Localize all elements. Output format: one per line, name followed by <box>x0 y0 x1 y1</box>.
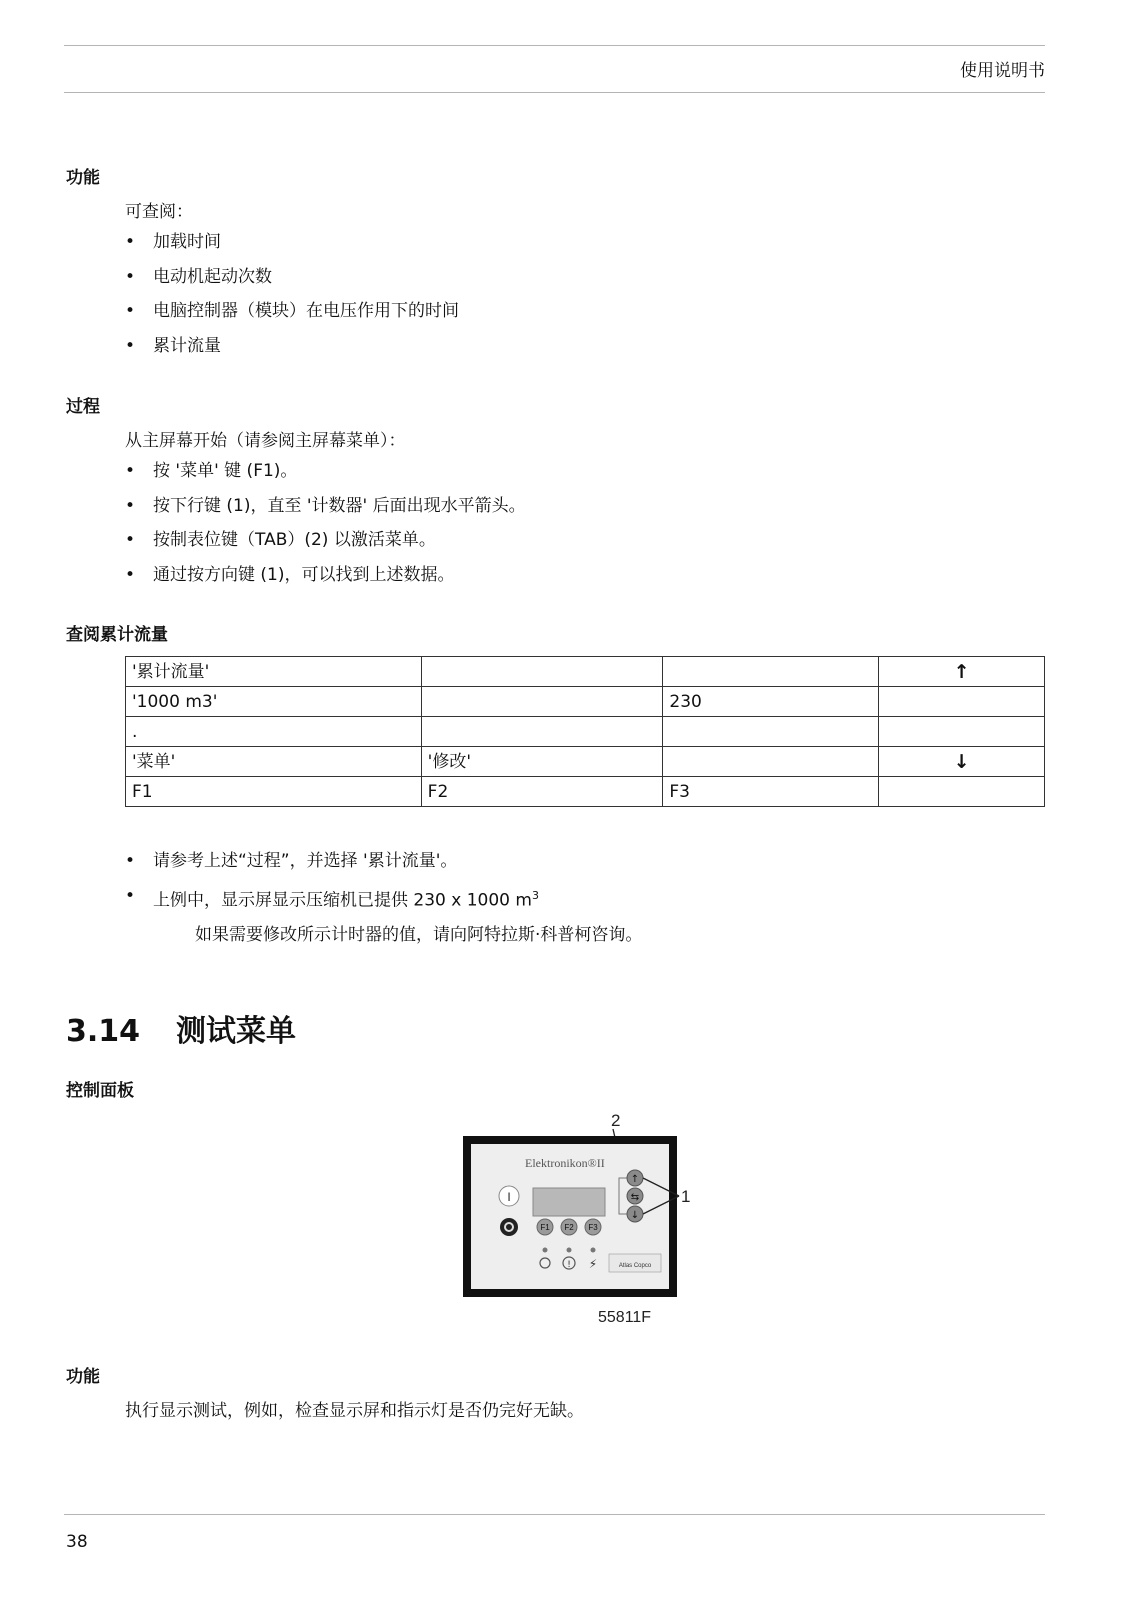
table-row <box>126 657 1045 687</box>
list-item: • 电动机起动次数 <box>125 266 459 301</box>
figure-code: 55811F <box>598 1309 652 1326</box>
header-rule-top <box>64 45 1045 46</box>
section-number: 3.14 <box>66 1014 141 1049</box>
start-label: I <box>507 1190 511 1204</box>
section-title <box>66 1006 296 1050</box>
function-heading: 功能 <box>66 168 100 188</box>
table-cell <box>879 687 1045 717</box>
table-cell <box>663 717 879 747</box>
led-1 <box>543 1248 548 1253</box>
list-item: • 累计流量 <box>125 335 459 370</box>
header-title: 使用说明书 <box>960 61 1045 81</box>
table-row <box>126 747 1045 777</box>
control-panel-heading: 控制面板 <box>66 1081 134 1101</box>
flow-display-table <box>125 656 1045 807</box>
down-key-glyph: ↓ <box>630 1210 640 1221</box>
function-list <box>125 231 459 369</box>
f3-key-label: F3 <box>588 1223 598 1232</box>
callout-1-label: 1 <box>681 1187 691 1206</box>
stop-button <box>500 1218 518 1236</box>
header-rule-bottom <box>64 92 1045 93</box>
procedure-heading: 过程 <box>66 397 100 417</box>
list-item: • 加载时间 <box>125 231 459 266</box>
table-cell <box>421 717 663 747</box>
table-cell <box>421 657 663 687</box>
function-intro: 可查阅： <box>125 202 193 222</box>
list-item <box>125 885 539 920</box>
note-text: 上例中，显示屏显示压缩机已提供 230 x 1000 m <box>153 890 532 911</box>
modify-note: 如果需要修改所示计时器的值，请向阿特拉斯·科普柯咨询。 <box>195 925 643 945</box>
led-3 <box>591 1248 596 1253</box>
table-cell: F3 <box>663 777 879 807</box>
note-text: 请参考上述“过程”，并选择 '累计流量'。 <box>153 851 458 871</box>
list-item <box>125 850 539 885</box>
procedure-intro: 从主屏幕开始（请参阅主屏幕菜单）： <box>125 431 406 451</box>
led-2 <box>567 1248 572 1253</box>
table-cell: F1 <box>126 777 422 807</box>
table-cell: F2 <box>421 777 663 807</box>
table-cell: '菜单' <box>126 747 422 777</box>
test-function-text: 执行显示测试，例如，检查显示屏和指示灯是否仍完好无缺。 <box>125 1401 584 1421</box>
table-cell <box>879 717 1045 747</box>
page-number: 38 <box>66 1532 88 1552</box>
arrow-down-icon: ↓ <box>879 747 1045 777</box>
superscript: 3 <box>531 888 539 902</box>
list-item: • 按下行键 (1)，直至 '计数器' 后面出现水平箭头。 <box>125 495 526 530</box>
display-screen <box>533 1188 605 1216</box>
table-cell: '累计流量' <box>126 657 422 687</box>
table-row <box>126 687 1045 717</box>
flow-notes-list <box>125 850 539 919</box>
footer-rule <box>64 1514 1045 1515</box>
table-cell: 230 <box>663 687 879 717</box>
list-item: • 通过按方向键 (1)，可以找到上述数据。 <box>125 564 526 599</box>
table-cell <box>421 687 663 717</box>
table-cell: . <box>126 717 422 747</box>
table-cell: '修改' <box>421 747 663 777</box>
table-cell <box>663 747 879 777</box>
f1-key-label: F1 <box>540 1223 550 1232</box>
list-item: • 按 '菜单' 键 (F1)。 <box>125 460 526 495</box>
table-row <box>126 777 1045 807</box>
table-cell: '1000 m3' <box>126 687 422 717</box>
control-panel-figure <box>463 1112 733 1330</box>
view-flow-heading: 查阅累计流量 <box>66 625 168 645</box>
section-title-text: 测试菜单 <box>176 1014 296 1049</box>
up-key-glyph: ↑ <box>630 1174 640 1185</box>
arrow-up-icon: ↑ <box>879 657 1045 687</box>
callout-2-label: 2 <box>611 1112 621 1130</box>
warning-icon-glyph: ! <box>567 1260 571 1270</box>
table-row <box>126 717 1045 747</box>
f2-key-label: F2 <box>564 1223 574 1232</box>
list-item: • 按制表位键（TAB）(2) 以激活菜单。 <box>125 529 526 564</box>
test-function-heading: 功能 <box>66 1367 100 1387</box>
procedure-list <box>125 460 526 598</box>
tab-key-glyph: ⇆ <box>630 1192 640 1203</box>
voltage-icon: ⚡ <box>588 1257 598 1271</box>
list-item: • 电脑控制器（模块）在电压作用下的时间 <box>125 300 459 335</box>
logo-text: Atlas Copco <box>618 1263 652 1269</box>
table-cell <box>663 657 879 687</box>
table-cell <box>879 777 1045 807</box>
brand-label: Elektronikon®II <box>525 1156 605 1170</box>
